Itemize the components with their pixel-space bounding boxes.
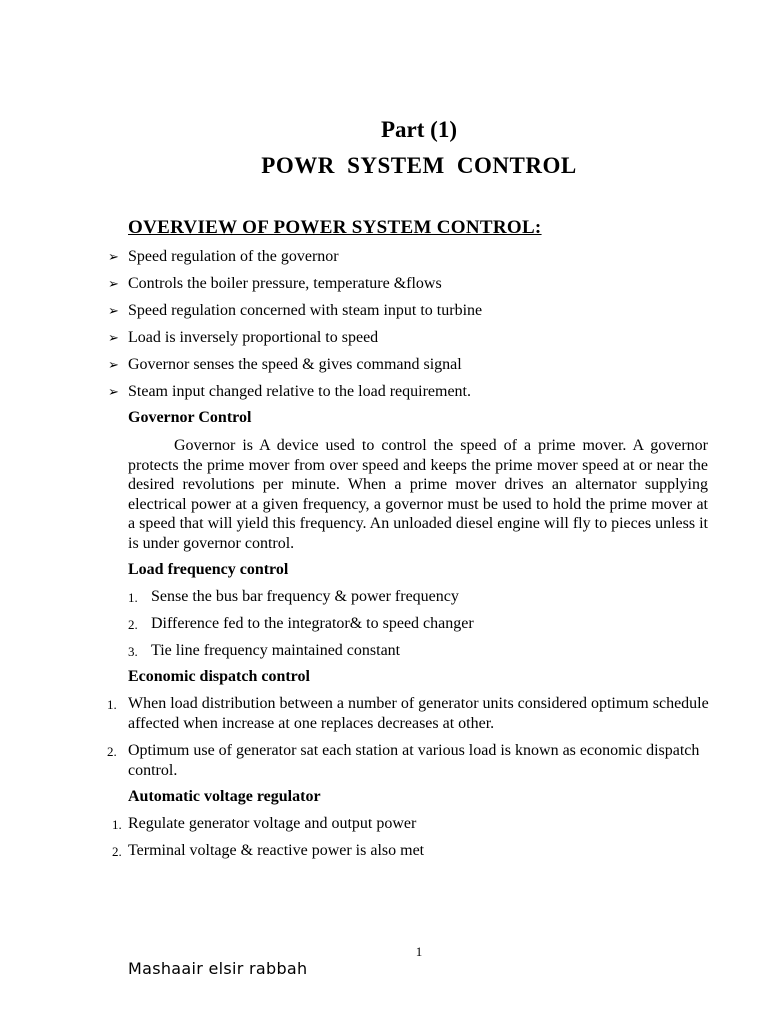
governor-heading: Governor Control [128, 409, 252, 426]
list-text: Regulate generator voltage and output power [128, 815, 417, 832]
bullet-text: Steam input changed relative to the load requirement. [128, 383, 471, 400]
list-number: 2. [107, 744, 117, 759]
list-number: 1. [107, 697, 117, 712]
list-number: 3. [128, 644, 138, 659]
list-number: 1. [128, 590, 138, 605]
document-title: POWR SYSTEM CONTROL [261, 153, 577, 178]
arrow-bullet-icon: ➢ [108, 276, 119, 291]
economic-dispatch-heading: Economic dispatch control [128, 668, 310, 685]
load-frequency-heading: Load frequency control [128, 561, 289, 578]
list-number: 2. [112, 844, 122, 859]
author-footer: Mashaair elsir rabbah [128, 959, 308, 978]
arrow-bullet-icon: ➢ [108, 384, 119, 399]
avr-heading: Automatic voltage regulator [128, 788, 321, 805]
overview-heading: OVERVIEW OF POWER SYSTEM CONTROL: [128, 217, 542, 238]
list-text: Terminal voltage & reactive power is also met [128, 842, 425, 859]
arrow-bullet-icon: ➢ [108, 303, 119, 318]
bullet-text: Load is inversely proportional to speed [128, 329, 379, 346]
bullet-text: Governor senses the speed & gives command signal [128, 356, 462, 373]
list-text: When load distribution between a number of generator units considered optimum schedule affected when increase at one replaces decreases at other. [128, 695, 709, 732]
list-number: 1. [112, 817, 122, 832]
governor-paragraph [128, 436, 708, 554]
arrow-bullet-icon: ➢ [108, 330, 119, 345]
part-title: Part (1) [381, 117, 457, 142]
list-text: Difference fed to the integrator& to speed changer [151, 615, 474, 632]
governor-paragraph-text: Governor is A device used to control the speed of a prime mover. A governor protects the prime mover from over speed and keeps the prime mover speed at or near the desired revolutions per minute. When a prime mover drives an alternator supplying electrical power at a given frequency, a governor must be used to hold the prime mover at a speed that will yield this frequency. An unloaded diesel engine will fly to pieces unless it is under governor control. [128, 437, 708, 552]
bullet-text: Speed regulation of the governor [128, 248, 339, 265]
arrow-bullet-icon: ➢ [108, 357, 119, 372]
bullet-text: Controls the boiler pressure, temperature &flows [128, 275, 442, 292]
list-text: Sense the bus bar frequency & power frequency [151, 588, 459, 605]
list-text: Optimum use of generator sat each station at various load is known as economic dispatch control. [128, 742, 700, 779]
list-text: Tie line frequency maintained constant [151, 642, 401, 659]
arrow-bullet-icon: ➢ [108, 249, 119, 264]
page-number: 1 [415, 944, 423, 959]
list-number: 2. [128, 617, 138, 632]
bullet-text: Speed regulation concerned with steam input to turbine [128, 302, 483, 319]
